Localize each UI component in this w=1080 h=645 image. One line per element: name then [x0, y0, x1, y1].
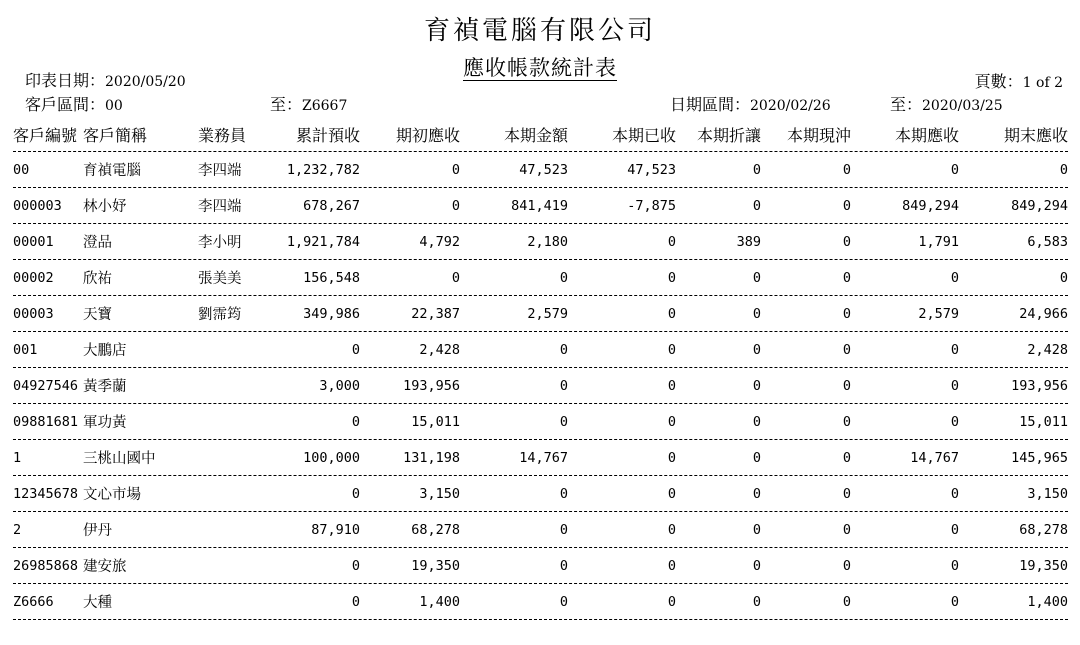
cell-customer-id: 00 — [13, 161, 30, 178]
cell-opening-receivable: 131,198 — [403, 449, 460, 466]
cell-period-discount: 0 — [752, 305, 761, 322]
cell-salesperson — [198, 584, 263, 619]
cell-period-received: 0 — [667, 305, 676, 322]
column-header-cumulative-prepaid: 累計預收 — [295, 126, 360, 145]
cell-cumulative-prepaid: 349,986 — [303, 305, 360, 322]
cell-period-discount: 389 — [736, 233, 761, 250]
cell-period-offset: 0 — [842, 557, 851, 574]
date-to-label: 至： — [890, 95, 923, 114]
cell-period-offset: 0 — [842, 233, 851, 250]
cell-customer-name: 林小妤 — [83, 199, 127, 215]
table-row — [13, 368, 1068, 404]
cell-closing-receivable: 145,965 — [1011, 449, 1068, 466]
cell-period-offset: 0 — [842, 593, 851, 610]
customer-to-value: Z6667 — [302, 98, 348, 114]
cell-period-received: 0 — [667, 449, 676, 466]
cell-customer-name: 軍功黃 — [83, 415, 127, 431]
table-row — [13, 584, 1068, 620]
cell-cumulative-prepaid: 0 — [351, 341, 360, 358]
cell-period-received: 0 — [667, 269, 676, 286]
cell-period-received: 0 — [667, 377, 676, 394]
column-header-period-amount: 本期金額 — [503, 126, 568, 145]
cell-cumulative-prepaid: 0 — [351, 485, 360, 502]
cell-cumulative-prepaid: 1,232,782 — [286, 161, 360, 178]
cell-period-discount: 0 — [752, 521, 761, 538]
cell-closing-receivable: 0 — [1059, 269, 1068, 286]
table-row — [13, 188, 1068, 224]
cell-period-offset: 0 — [842, 161, 851, 178]
cell-cumulative-prepaid: 0 — [351, 557, 360, 574]
cell-salesperson — [198, 332, 263, 367]
date-to-value: 2020/03/25 — [922, 98, 1003, 114]
cell-period-discount: 0 — [752, 341, 761, 358]
column-header-opening-receivable: 期初應收 — [395, 126, 460, 145]
cell-period-offset: 0 — [842, 449, 851, 466]
cell-cumulative-prepaid: 100,000 — [303, 449, 360, 466]
cell-period-receivable: 0 — [950, 557, 959, 574]
cell-period-discount: 0 — [752, 593, 761, 610]
cell-period-amount: 0 — [559, 593, 568, 610]
cell-customer-name: 育禎電腦 — [83, 163, 141, 179]
cell-customer-id: 26985868 — [13, 557, 79, 574]
cell-period-amount: 0 — [559, 377, 568, 394]
cell-period-receivable: 0 — [950, 521, 959, 538]
cell-salesperson — [198, 368, 263, 403]
cell-opening-receivable: 22,387 — [411, 305, 460, 322]
date-range-to — [890, 92, 1003, 115]
print-date-label: 印表日期： — [25, 71, 106, 90]
column-header-period-offset: 本期現沖 — [786, 126, 851, 145]
cell-closing-receivable: 0 — [1059, 161, 1068, 178]
cell-customer-name: 伊丹 — [83, 523, 112, 539]
table-row — [13, 548, 1068, 584]
cell-period-amount: 14,767 — [519, 449, 568, 466]
report-title-text: 應收帳款統計表 — [463, 56, 617, 80]
cell-period-offset: 0 — [842, 269, 851, 286]
cell-closing-receivable: 849,294 — [1011, 197, 1068, 214]
cell-cumulative-prepaid: 0 — [351, 413, 360, 430]
table-row — [13, 404, 1068, 440]
cell-period-received: 0 — [667, 341, 676, 358]
cell-customer-name: 三桃山國中 — [83, 451, 156, 467]
cell-period-discount: 0 — [752, 377, 761, 394]
cell-salesperson — [198, 512, 263, 547]
cell-period-amount: 2,579 — [527, 305, 568, 322]
cell-opening-receivable: 19,350 — [411, 557, 460, 574]
print-date — [25, 68, 186, 91]
table-row — [13, 296, 1068, 332]
cell-period-amount: 47,523 — [519, 161, 568, 178]
table-body — [13, 152, 1068, 620]
table-header — [13, 118, 1068, 152]
cell-period-offset: 0 — [842, 377, 851, 394]
table-row — [13, 152, 1068, 188]
date-range-label: 日期區間： — [670, 95, 751, 114]
table-row — [13, 332, 1068, 368]
cell-period-amount: 0 — [559, 521, 568, 538]
cell-customer-id: 000003 — [13, 197, 62, 214]
cell-period-receivable: 1,791 — [918, 233, 959, 250]
company-name: 育禎電腦有限公司 — [423, 16, 656, 46]
cell-period-receivable: 0 — [950, 377, 959, 394]
column-header-customer-id: 客戶編號 — [13, 126, 78, 145]
cell-period-discount: 0 — [752, 269, 761, 286]
cell-period-offset: 0 — [842, 305, 851, 322]
cell-period-receivable: 2,579 — [918, 305, 959, 322]
cell-opening-receivable: 1,400 — [419, 593, 460, 610]
cell-closing-receivable: 68,278 — [1019, 521, 1068, 538]
cell-salesperson: 劉霈筠 — [198, 307, 242, 323]
cell-period-amount: 0 — [559, 557, 568, 574]
cell-customer-name: 文心市場 — [83, 487, 141, 503]
cell-customer-id: 00003 — [13, 305, 54, 322]
cell-customer-id: Z6666 — [13, 593, 54, 610]
cell-customer-id: 12345678 — [13, 485, 79, 502]
table-row — [13, 440, 1068, 476]
customer-range — [25, 92, 123, 115]
customer-to-label: 至： — [270, 95, 303, 114]
cell-period-received: 0 — [667, 413, 676, 430]
cell-customer-name: 建安旅 — [83, 559, 127, 575]
cell-salesperson: 張美美 — [198, 271, 242, 287]
cell-period-amount: 0 — [559, 413, 568, 430]
cell-customer-name: 澄品 — [83, 235, 112, 251]
cell-period-discount: 0 — [752, 557, 761, 574]
print-date-value: 2020/05/20 — [105, 74, 186, 90]
cell-period-discount: 0 — [752, 197, 761, 214]
receivables-table — [13, 118, 1068, 620]
cell-period-amount: 0 — [559, 485, 568, 502]
cell-opening-receivable: 0 — [451, 269, 460, 286]
cell-customer-id: 00001 — [13, 233, 54, 250]
cell-customer-id: 09881681 — [13, 413, 79, 430]
cell-customer-id: 1 — [13, 449, 22, 466]
date-from-value: 2020/02/26 — [750, 98, 831, 114]
table-row — [13, 476, 1068, 512]
cell-period-amount: 2,180 — [527, 233, 568, 250]
cell-period-offset: 0 — [842, 413, 851, 430]
cell-opening-receivable: 2,428 — [419, 341, 460, 358]
cell-opening-receivable: 3,150 — [419, 485, 460, 502]
cell-period-receivable: 0 — [950, 485, 959, 502]
cell-period-amount: 0 — [559, 269, 568, 286]
cell-salesperson — [198, 548, 263, 583]
cell-period-offset: 0 — [842, 485, 851, 502]
cell-closing-receivable: 3,150 — [1027, 485, 1068, 502]
cell-period-amount: 0 — [559, 341, 568, 358]
cell-cumulative-prepaid: 0 — [351, 593, 360, 610]
cell-period-discount: 0 — [752, 485, 761, 502]
cell-period-receivable: 0 — [950, 341, 959, 358]
column-header-customer-name: 客戶簡稱 — [83, 126, 148, 145]
cell-customer-id: 2 — [13, 521, 22, 538]
table-row — [13, 512, 1068, 548]
page-label: 頁數： — [974, 72, 1023, 91]
cell-period-received: 0 — [667, 233, 676, 250]
cell-salesperson — [198, 476, 263, 511]
page-value: 1 of 2 — [1022, 75, 1063, 91]
cell-closing-receivable: 15,011 — [1019, 413, 1068, 430]
table-row — [13, 224, 1068, 260]
cell-customer-name: 天寶 — [83, 307, 112, 323]
cell-cumulative-prepaid: 1,921,784 — [286, 233, 360, 250]
page-indicator — [975, 69, 1063, 92]
cell-period-received: 47,523 — [627, 161, 676, 178]
cell-period-receivable: 0 — [950, 593, 959, 610]
cell-closing-receivable: 1,400 — [1027, 593, 1068, 610]
table-row — [13, 260, 1068, 296]
cell-period-discount: 0 — [752, 413, 761, 430]
cell-opening-receivable: 0 — [451, 161, 460, 178]
cell-salesperson — [198, 404, 263, 439]
cell-period-receivable: 0 — [950, 413, 959, 430]
column-header-period-discount: 本期折讓 — [696, 126, 761, 145]
column-header-salesperson: 業務員 — [198, 126, 247, 145]
cell-period-discount: 0 — [752, 161, 761, 178]
customer-range-to — [270, 92, 347, 115]
cell-period-receivable: 849,294 — [902, 197, 959, 214]
cell-period-receivable: 0 — [950, 161, 959, 178]
cell-cumulative-prepaid: 3,000 — [319, 377, 360, 394]
cell-customer-id: 04927546 — [13, 377, 79, 394]
cell-period-received: 0 — [667, 593, 676, 610]
cell-cumulative-prepaid: 156,548 — [303, 269, 360, 286]
cell-opening-receivable: 15,011 — [411, 413, 460, 430]
cell-customer-name: 大種 — [83, 595, 112, 611]
cell-period-offset: 0 — [842, 197, 851, 214]
column-header-closing-receivable: 期末應收 — [1003, 126, 1068, 145]
cell-salesperson: 李小明 — [198, 235, 242, 251]
cell-salesperson — [198, 440, 263, 475]
cell-customer-id: 00002 — [13, 269, 54, 286]
cell-period-received: 0 — [667, 557, 676, 574]
cell-closing-receivable: 19,350 — [1019, 557, 1068, 574]
cell-cumulative-prepaid: 678,267 — [303, 197, 360, 214]
cell-closing-receivable: 193,956 — [1011, 377, 1068, 394]
cell-period-receivable: 14,767 — [910, 449, 959, 466]
cell-period-receivable: 0 — [950, 269, 959, 286]
column-header-period-receivable: 本期應收 — [894, 126, 959, 145]
cell-customer-name: 大鵬店 — [83, 343, 127, 359]
date-range — [670, 92, 831, 115]
cell-salesperson: 李四端 — [198, 163, 242, 179]
cell-closing-receivable: 6,583 — [1027, 233, 1068, 250]
cell-period-amount: 841,419 — [511, 197, 568, 214]
cell-period-offset: 0 — [842, 341, 851, 358]
customer-range-label: 客戶區間： — [25, 95, 106, 114]
cell-opening-receivable: 4,792 — [419, 233, 460, 250]
cell-period-offset: 0 — [842, 521, 851, 538]
cell-customer-id: 001 — [13, 341, 38, 358]
cell-customer-name: 黃季蘭 — [83, 379, 127, 395]
cell-opening-receivable: 0 — [451, 197, 460, 214]
cell-period-received: 0 — [667, 521, 676, 538]
cell-period-received: 0 — [667, 485, 676, 502]
cell-period-discount: 0 — [752, 449, 761, 466]
cell-opening-receivable: 68,278 — [411, 521, 460, 538]
cell-closing-receivable: 24,966 — [1019, 305, 1068, 322]
column-header-period-received: 本期已收 — [611, 126, 676, 145]
cell-salesperson: 李四端 — [198, 199, 242, 215]
cell-closing-receivable: 2,428 — [1027, 341, 1068, 358]
cell-customer-name: 欣祐 — [83, 271, 112, 287]
cell-opening-receivable: 193,956 — [403, 377, 460, 394]
cell-period-received: -7,875 — [627, 197, 676, 214]
customer-from-value: 00 — [105, 98, 123, 114]
cell-cumulative-prepaid: 87,910 — [311, 521, 360, 538]
